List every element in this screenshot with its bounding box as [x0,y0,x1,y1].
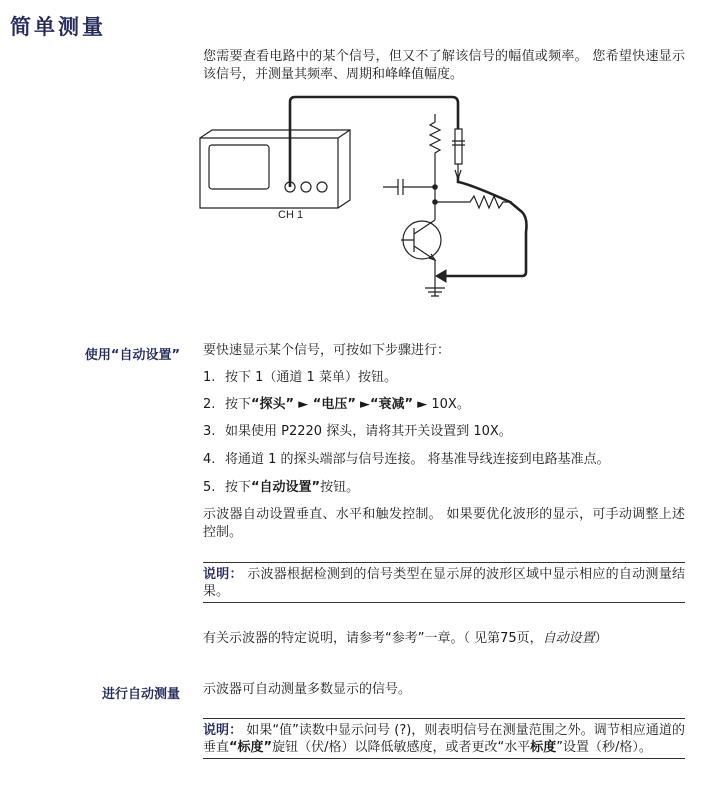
step-text-tail: ► 10X。 [413,397,470,412]
intro-paragraph: 您需要查看电路中的某个信号，但又不了解该信号的幅值或频率。 您希望快速显示该信号，并测量其频率、周期和峰峰值幅度。 [203,49,685,82]
arrow-icon: ► [355,397,371,412]
ch1-label: CH 1 [278,209,304,221]
step-text: 如果使用 P2220 探头，请将其开关设置到 10X。 [225,424,512,439]
input-capacitor [383,179,435,195]
step-number: 5. [203,480,216,495]
arrow-icon: ► [294,397,309,412]
probe-tip [455,129,462,164]
knob-scale: “标度” [229,740,273,755]
note-text: ”设置（秒/格）。 [556,740,652,755]
section1-lead: 要快速显示某个信号，可按如下步骤进行： [203,343,451,358]
step-text: 按下 [225,397,252,412]
oscilloscope-body [200,130,350,208]
page-title: 简单测量 [10,15,106,39]
note-label: 说明： [203,723,243,738]
note-text: 示波器根据检测到的信号类型在显示屏的波形区域中显示相应的自动测量结果。 [203,567,685,599]
circuit-diagram [0,92,718,312]
note-box [203,718,685,759]
horizontal-scale: 标度 [530,740,557,755]
menu-voltage: “电压” [308,397,356,412]
ground-lead [437,176,527,276]
step-item [203,451,610,469]
step-item [203,369,397,387]
step-number: 3. [203,424,216,439]
step-text: 将通道 1 的探头端部与信号连接。 将基准导线连接到电路基准点。 [225,452,610,467]
reference-text: 有关示波器的特定说明，请参考“参考”一章。（ 见第75页， [203,631,543,646]
step-number: 4. [203,452,216,467]
step-text: 按下 1（通道 1 菜单）按钮。 [225,370,397,385]
step-item [203,479,359,497]
step-text-tail: 按钮。 [320,480,360,495]
step-item [203,423,512,441]
section-heading-auto-measure: 进行自动测量 [101,687,180,702]
step-item [203,396,470,414]
section1-after: 示波器自动设置垂直、水平和触发控制。 如果要优化波形的显示，可手动调整上述控制。 [203,507,685,540]
menu-probe: “探头” [251,397,295,412]
step-number: 2. [203,397,216,412]
step-text: 按下 [225,480,252,495]
reference-end: ） [594,631,608,646]
note-text: 如果“值”读数中显示问号 (?)，则表明信号在测量范围之外。调节相应通道的垂直 [203,723,685,755]
note-label: 说明： [203,567,243,582]
reference-line [203,630,685,648]
note-box [203,562,685,603]
button-autoset: “自动设置” [251,480,321,495]
menu-attenuation: “衰减” [370,397,414,412]
reference-link: 自动设置 [542,631,595,646]
section-heading-autoset: 使用“自动设置” [84,348,180,363]
step-number: 1. [203,370,216,385]
note-text: 旋钮（伏/格）以降低敏感度，或者更改“水平 [272,740,531,755]
section2-lead: 示波器可自动测量多数显示的信号。 [203,682,412,697]
